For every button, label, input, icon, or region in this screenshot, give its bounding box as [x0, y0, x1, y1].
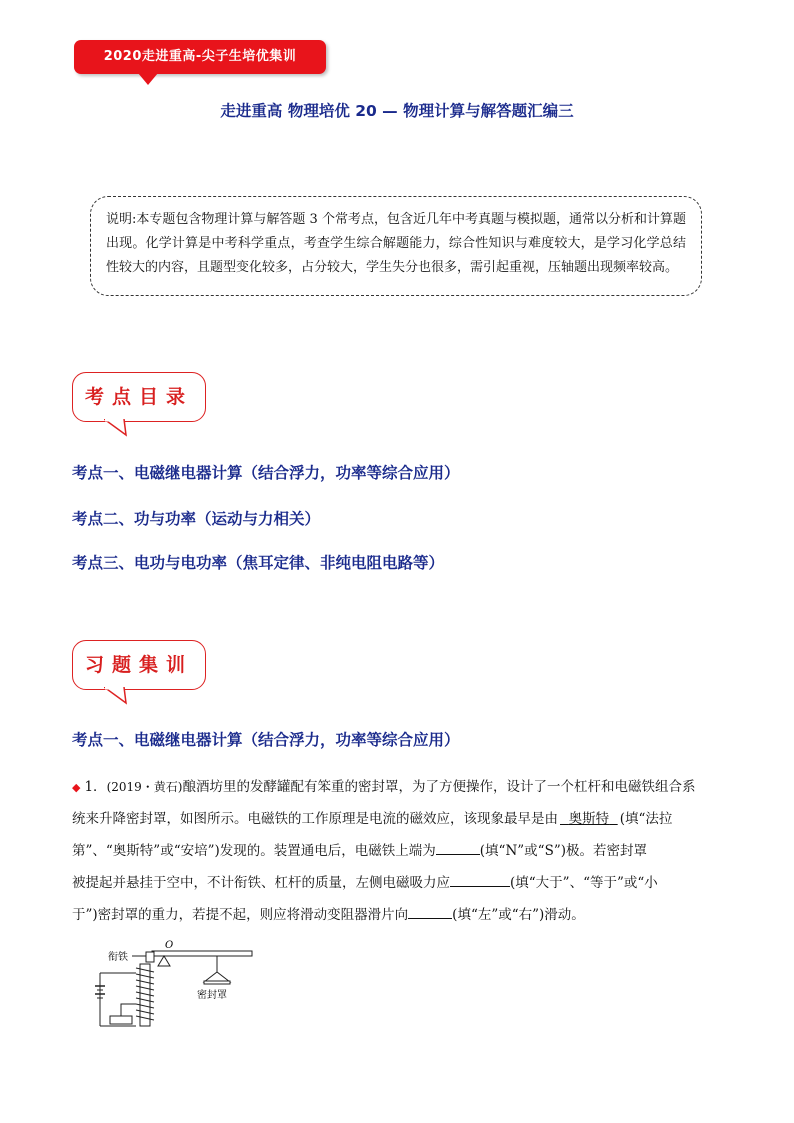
intro-text: 说明:本专题包含物理计算与解答题 3 个常考点，包含近几年中考真题与模拟题，通常以分析和计算题出现。化学计算是中考科学重点，考查学生综合解题能力，综合性知识与难度较大，是学习化学总结性较大的内容，且题型变化较多，占分较大，学生失分也很多，需引起重视，压轴题出现频率较高。	[106, 212, 686, 275]
intro-box	[90, 196, 702, 296]
cover-label: 密封罩	[197, 990, 227, 1001]
answer-blank-2	[436, 840, 480, 855]
banner-tail	[138, 73, 158, 85]
lever-electromagnet-figure	[92, 938, 272, 1038]
toc-item-2: 考点二、功与功率（运动与力相关）	[72, 509, 321, 528]
rheostat	[110, 1016, 132, 1024]
question-line-4: 被提起并悬挂于空中，不计衔铁、杠杆的质量，左侧电磁吸力应 (填“大于”、“等于”或“小	[72, 872, 724, 894]
toc-badge-tail	[104, 419, 134, 437]
practice-badge: 习题集训	[72, 640, 206, 690]
section-heading: 考点一、电磁继电器计算（结合浮力，功率等综合应用）	[72, 730, 460, 749]
toc-item-1: 考点一、电磁继电器计算（结合浮力，功率等综合应用）	[72, 463, 460, 482]
toc-item-3: 考点三、电功与电功率（焦耳定律、非纯电阻电路等）	[72, 553, 445, 572]
coil	[136, 968, 154, 1020]
question-line-5: 于”)密封罩的重力，若提不起，则应将滑动变阻器滑片向 (填“左”或“右”)滑动。	[72, 904, 724, 926]
answer-blank-1: 奥斯特	[568, 811, 610, 827]
toc-badge: 考点目录	[72, 372, 206, 422]
lever-bar	[152, 951, 252, 956]
answer-blank-3	[450, 872, 510, 887]
document-title: 走进重高 物理培优 20 — 物理计算与解答题汇编三	[220, 102, 574, 120]
answer-blank-4	[408, 904, 452, 919]
pivot-label: O	[165, 940, 174, 951]
question-line-3: 第”、“奥斯特”或“安培”)发现的。装置通电后，电磁铁上端为 (填“N”或“S”)极。若密封罩	[72, 840, 724, 862]
armature-label: 衔铁	[108, 952, 128, 963]
course-banner: 2020走进重高-尖子生培优集训	[74, 40, 326, 74]
question-line-1: ◆ 1．(2019・黄石)酿酒坊里的发酵罐配有笨重的密封罩，为了方便操作，设计了一个杠杆和电磁铁组合系	[72, 779, 696, 795]
fulcrum	[158, 956, 170, 966]
question-line-2: 统来升降密封罩，如图所示。电磁铁的工作原理是电流的磁效应，该现象最早是由 奥斯特 (填“法拉	[72, 811, 673, 827]
armature	[146, 952, 154, 962]
diamond-bullet-icon: ◆	[72, 781, 81, 794]
practice-badge-tail	[104, 687, 134, 705]
